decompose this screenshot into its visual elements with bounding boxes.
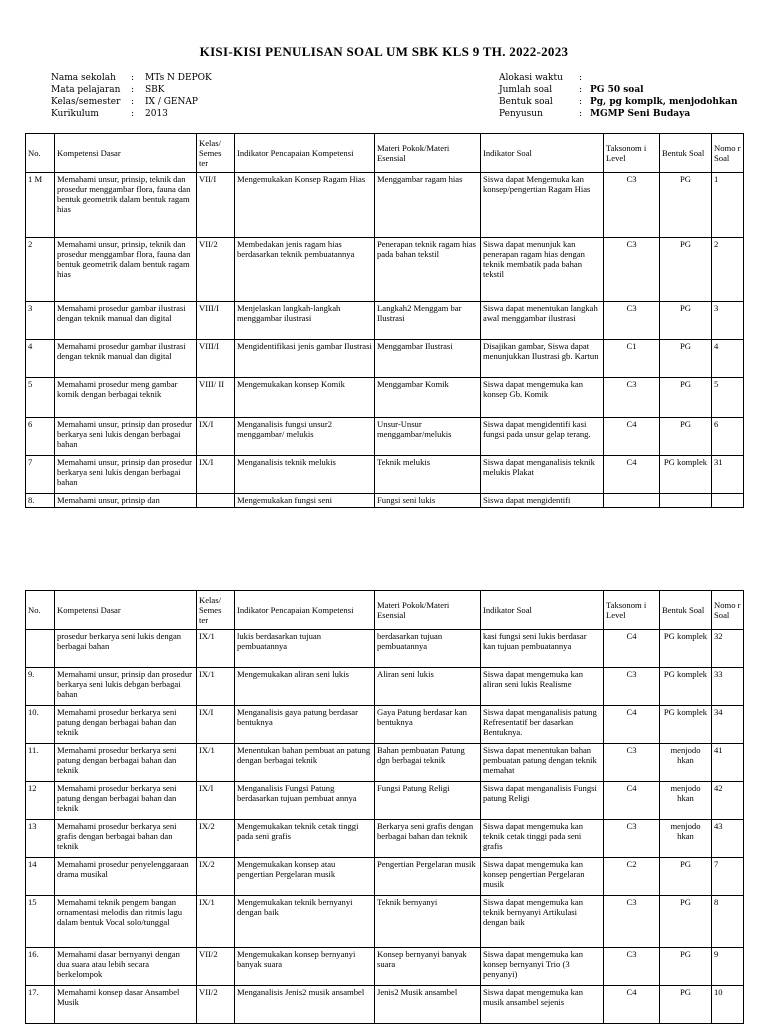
column-header: Nomo r Soal [712,134,744,173]
cell-kd: Memahami unsur, prinsip, teknik dan prosedur menggambar flora, fauna dan bentuk geometrik dalam bentuk ragam hias [55,173,197,238]
info-right [499,72,738,120]
cell-no: 17. [26,986,55,1024]
cell-nomor: 2 [712,238,744,302]
cell-ipk: Menganalisis fungsi unsur2 menggambar/ melukis [235,418,375,456]
cell-kd: Memahami prosedur berkarya seni grafis dengan berbagai bahan dan teknik [55,820,197,858]
table-row [26,744,744,782]
cell-nomor: 10 [712,986,744,1024]
info-row [51,84,212,96]
cell-level: C3 [604,238,660,302]
cell-nomor: 32 [712,630,744,668]
cell-kelas: IX/I [197,782,235,820]
table-row [26,782,744,820]
cell-kelas: IX/I [197,456,235,494]
cell-kelas: IX/1 [197,896,235,948]
cell-no: 4 [26,340,55,378]
cell-materi: Berkarya seni grafis dengan berbagai bahan dan teknik [375,820,481,858]
cell-indikator: Siswa dapat mengemuka kan konsep bernyanyi Trio (3 penyanyi) [481,948,604,986]
info-val: PG 50 soal [590,85,644,95]
column-header: Bentuk Soal [660,134,712,173]
cell-kd: Memahami teknik pengem bangan ornamentasi melodis dan ritmis lagu dalam bentuk Vocal solo/tunggal [55,896,197,948]
cell-nomor: 7 [712,858,744,896]
info-row [499,108,738,120]
cell-ipk: Menjelaskan langkah-langkah menggambar ilustrasi [235,302,375,340]
cell-kd: Memahami prosedur berkarya seni patung dengan berbagai bahan dan teknik [55,782,197,820]
cell-ipk: lukis berdasarkan tujuan pembuatannya [235,630,375,668]
cell-nomor: 41 [712,744,744,782]
cell-bentuk: PG komplek [660,630,712,668]
cell-indikator: Siswa dapat menentukan langkah awal menggambar ilustrasi [481,302,604,340]
cell-kelas: IX/1 [197,630,235,668]
cell-no: 16. [26,948,55,986]
cell-bentuk: PG [660,378,712,418]
cell-ipk: Mengemukakan konsep bernyanyi banyak suara [235,948,375,986]
cell-indikator: Siswa dapat menunjuk kan penerapan ragam hias dengan teknik membatik pada bahan tekstil [481,238,604,302]
info-row [499,72,738,84]
table-row [26,238,744,302]
cell-bentuk: PG [660,238,712,302]
column-header: No. [26,591,55,630]
column-header: Indikator Pencapaian Kompetensi [235,134,375,173]
cell-indikator: Siswa dapat Mengemuka kan konsep/pengertian Ragam Hias [481,173,604,238]
column-header: Indikator Pencapaian Kompetensi [235,591,375,630]
cell-materi: Konsep bernyanyi banyak suara [375,948,481,986]
cell-indikator: Siswa dapat mengidentifi kasi fungsi pada unsur gelap terang. [481,418,604,456]
cell-materi: Menggambar ragam hias [375,173,481,238]
cell-bentuk: PG [660,896,712,948]
cell-no: 10. [26,706,55,744]
cell-kelas: IX/1 [197,744,235,782]
table-row [26,668,744,706]
column-header: No. [26,134,55,173]
column-header: Indikator Soal [481,134,604,173]
cell-nomor [712,494,744,508]
info-sep: : [579,85,583,95]
cell-bentuk: PG komplek [660,706,712,744]
cell-nomor: 33 [712,668,744,706]
info-val: SBK [145,85,165,95]
table-row [26,896,744,948]
cell-nomor: 9 [712,948,744,986]
table-row [26,630,744,668]
cell-level: C4 [604,418,660,456]
cell-materi: Teknik bernyanyi [375,896,481,948]
cell-level [604,494,660,508]
table-header-row [26,591,744,630]
cell-bentuk: PG komplek [660,668,712,706]
info-key: Kurikulum [51,109,99,119]
cell-kelas: VIII/I [197,340,235,378]
cell-materi: berdasarkan tujuan pembuatannya [375,630,481,668]
cell-kd: Memahami prosedur penyelenggaraan drama musikal [55,858,197,896]
cell-nomor: 34 [712,706,744,744]
table-row [26,706,744,744]
cell-nomor: 43 [712,820,744,858]
cell-indikator: Siswa dapat menganalisis patung Refresentatif ber dasarkan Bentuknya. [481,706,604,744]
cell-no: 1 M [26,173,55,238]
cell-level: C4 [604,706,660,744]
info-val: MGMP Seni Budaya [590,109,691,119]
cell-ipk: Mengemukakan Konsep Ragam Hias [235,173,375,238]
cell-kelas: IX/I [197,418,235,456]
cell-nomor: 31 [712,456,744,494]
table-row [26,820,744,858]
cell-kd: prosedur berkarya seni lukis dengan berbagai bahan [55,630,197,668]
cell-materi: Pengertian Pergelaran musik [375,858,481,896]
info-key: Bentuk soal [499,97,553,107]
column-header: Kelas/ Semes ter [197,591,235,630]
cell-kelas [197,494,235,508]
cell-no: 11. [26,744,55,782]
cell-no [26,630,55,668]
cell-level: C4 [604,456,660,494]
cell-indikator: Siswa dapat menentukan bahan pembuatan patung dengan teknik memahat [481,744,604,782]
cell-nomor: 42 [712,782,744,820]
cell-ipk: Membedakan jenis ragam hias berdasarkan teknik pembuatannya [235,238,375,302]
cell-bentuk: PG [660,418,712,456]
info-val: MTs N DEPOK [145,73,212,83]
cell-bentuk: PG [660,948,712,986]
table-row [26,378,744,418]
cell-ipk: Menganalisis Jenis2 musik ansambel [235,986,375,1024]
cell-kelas: VIII/I [197,302,235,340]
info-key: Penyusun [499,109,543,119]
cell-kd: Memahami konsep dasar Ansambel Musik [55,986,197,1024]
document-title: KISI-KISI PENULISAN SOAL UM SBK KLS 9 TH. 2022-2023 [199,44,569,59]
cell-bentuk: PG [660,340,712,378]
info-key: Jumlah soal [499,85,553,95]
cell-ipk: Menganalisis teknik melukis [235,456,375,494]
column-header: Nomo r Soal [712,591,744,630]
cell-ipk: Mengemukakan teknik cetak tinggi pada seni grafis [235,820,375,858]
cell-no: 3 [26,302,55,340]
info-key: Alokasi waktu [499,73,563,83]
table-header-row [26,134,744,173]
cell-ipk: Mengemukakan konsep Komik [235,378,375,418]
cell-level: C4 [604,782,660,820]
cell-no: 7 [26,456,55,494]
column-header: Bentuk Soal [660,591,712,630]
cell-level: C4 [604,630,660,668]
info-key: Mata pelajaran [51,85,121,95]
cell-nomor: 6 [712,418,744,456]
cell-indikator: Siswa dapat mengemuka kan aliran seni lukis Realisme [481,668,604,706]
cell-no: 14 [26,858,55,896]
table-row [26,302,744,340]
cell-ipk: Menentukan bahan pembuat an patung dengan berbagai teknik [235,744,375,782]
cell-ipk: Mengemukakan fungsi seni [235,494,375,508]
cell-materi: Gaya Patung berdasar kan bentuknya [375,706,481,744]
info-row [499,84,738,96]
info-sep: : [579,73,583,83]
cell-kelas: VII/2 [197,948,235,986]
info-row [51,96,212,108]
cell-kd: Memahami prosedur gambar ilustrasi dengan teknik manual dan digital [55,302,197,340]
cell-kd: Memahami unsur, prinsip dan prosedur berkarya seni lukis dengan berbagai bahan [55,456,197,494]
info-key: Nama sekolah [51,73,116,83]
column-header: Kompetensi Dasar [55,591,197,630]
column-header: Taksonom i Level [604,134,660,173]
cell-bentuk: PG [660,858,712,896]
cell-kelas: VII/2 [197,238,235,302]
table-row [26,340,744,378]
info-row [51,108,212,120]
cell-indikator: Siswa dapat menganalisis Fungsi patung Religi [481,782,604,820]
cell-kd: Memahami prosedur berkarya seni patung dengan berbagai bahan dan teknik [55,706,197,744]
table-row [26,418,744,456]
cell-indikator: Siswa dapat mengemuka kan musik ansambel sejenis [481,986,604,1024]
cell-nomor: 8 [712,896,744,948]
cell-materi: Penerapan teknik ragam hias pada bahan tekstil [375,238,481,302]
cell-nomor: 5 [712,378,744,418]
cell-bentuk [660,494,712,508]
cell-indikator: Siswa dapat mengemuka kan konsep Gb. Komik [481,378,604,418]
cell-indikator: Siswa dapat mengidentifi [481,494,604,508]
cell-bentuk: PG [660,302,712,340]
cell-no: 15 [26,896,55,948]
cell-level: C3 [604,173,660,238]
column-header: Kompetensi Dasar [55,134,197,173]
cell-level: C3 [604,302,660,340]
column-header: Taksonom i Level [604,591,660,630]
cell-materi: Teknik melukis [375,456,481,494]
cell-level: C3 [604,378,660,418]
table-row [26,986,744,1024]
cell-kelas: IX/I [197,706,235,744]
table-row [26,948,744,986]
cell-kd: Memahami unsur, prinsip dan prosedur berkarya seni lukis dengan berbagai bahan [55,418,197,456]
cell-materi: Bahan pembuatan Patung dgn berbagai teknik [375,744,481,782]
info-sep: : [579,109,583,119]
info-sep: : [131,109,135,119]
info-val: Pg, pg komplk, menjodohkan [590,97,738,107]
cell-level: C3 [604,948,660,986]
info-sep: : [131,97,135,107]
cell-indikator: Siswa dapat menganalisis teknik melukis Plakat [481,456,604,494]
cell-kelas: VII/2 [197,986,235,1024]
info-sep: : [131,85,135,95]
cell-level: C2 [604,858,660,896]
info-row [499,96,738,108]
cell-kd: Memahami dasar bernyanyi dengan dua suara atau lebih secara berkelompok [55,948,197,986]
cell-kd: Memahami prosedur berkarya seni patung dengan berbagai bahan dan teknik [55,744,197,782]
cell-bentuk: menjodo hkan [660,744,712,782]
cell-materi: Menggambar Ilustrasi [375,340,481,378]
column-header: Materi Pokok/Materi Esensial [375,591,481,630]
cell-ipk: Menganalisis Fungsi Patung berdasarkan tujuan pembuat annya [235,782,375,820]
cell-bentuk: menjodo hkan [660,782,712,820]
info-row [51,72,212,84]
cell-no: 2 [26,238,55,302]
cell-ipk: Mengemukakan teknik bernyanyi dengan baik [235,896,375,948]
cell-kd: Memahami prosedur gambar ilustrasi dengan teknik manual dan digital [55,340,197,378]
cell-kd: Memahami unsur, prinsip dan prosedur berkarya seni lukis debgan berbagai bahan [55,668,197,706]
cell-materi: Menggambar Komik [375,378,481,418]
info-val: 2013 [145,109,168,119]
cell-kd: Memahami unsur, prinsip dan [55,494,197,508]
cell-bentuk: PG komplek [660,456,712,494]
cell-materi: Langkah2 Menggam bar Ilustrasi [375,302,481,340]
info-key: Kelas/semester [51,97,121,107]
cell-materi: Unsur-Unsur menggambar/melukis [375,418,481,456]
cell-no: 8. [26,494,55,508]
cell-kelas: VII/I [197,173,235,238]
info-left [51,72,212,120]
cell-level: C3 [604,668,660,706]
cell-indikator: Siswa dapat mengemuka kan teknik cetak tinggi pada seni grafis [481,820,604,858]
kisi-table-2 [25,590,744,1024]
cell-kd: Memahami prosedur meng gambar komik dengan berbagai teknik [55,378,197,418]
cell-ipk: Mengemukakan aliran seni lukis [235,668,375,706]
cell-no: 12 [26,782,55,820]
cell-indikator: Siswa dapat mengemuka kan teknik bernyanyi Artikulasi dengan baik [481,896,604,948]
cell-level: C3 [604,744,660,782]
cell-kelas: IX/2 [197,858,235,896]
cell-indikator: Disajikan gambar, Siswa dapat menunjukkan Ilustrasi gb. Kartun [481,340,604,378]
cell-materi: Aliran seni lukis [375,668,481,706]
cell-bentuk: PG [660,986,712,1024]
cell-kd: Memahami unsur, prinsip, teknik dan prosedur menggambar flora, fauna dan bentuk geometrik dalam bentuk ragam hias [55,238,197,302]
cell-kelas: IX/1 [197,668,235,706]
cell-nomor: 3 [712,302,744,340]
cell-bentuk: menjodo hkan [660,820,712,858]
cell-ipk: Mengemukakan konsep atau pengertian Pergelaran musik [235,858,375,896]
column-header: Kelas/ Semes ter [197,134,235,173]
cell-no: 6 [26,418,55,456]
table-row [26,858,744,896]
cell-nomor: 1 [712,173,744,238]
column-header: Indikator Soal [481,591,604,630]
column-header: Materi Pokok/Materi Esensial [375,134,481,173]
table-row [26,173,744,238]
info-sep: : [579,97,583,107]
cell-materi: Fungsi seni lukis [375,494,481,508]
cell-nomor: 4 [712,340,744,378]
info-val: IX / GENAP [145,97,198,107]
cell-bentuk: PG [660,173,712,238]
cell-kelas: VIII/ II [197,378,235,418]
cell-materi: Jenis2 Musik ansambel [375,986,481,1024]
info-sep: : [131,73,135,83]
cell-no: 5 [26,378,55,418]
table-row [26,456,744,494]
cell-no: 9. [26,668,55,706]
table-row [26,494,744,508]
kisi-table-1 [25,133,744,508]
cell-indikator: Siswa dapat mengemuka kan konsep pengertian Pergelaran musik [481,858,604,896]
cell-ipk: Mengidentifikasi jenis gambar Ilustrasi [235,340,375,378]
cell-level: C4 [604,986,660,1024]
cell-level: C1 [604,340,660,378]
cell-indikator: kasi fungsi seni lukis berdasar kan tujuan pembuatannya [481,630,604,668]
cell-ipk: Menganalisis gaya patung berdasar bentuknya [235,706,375,744]
cell-level: C3 [604,896,660,948]
cell-kelas: IX/2 [197,820,235,858]
cell-level: C3 [604,820,660,858]
cell-no: 13 [26,820,55,858]
cell-materi: Fungsi Patung Religi [375,782,481,820]
